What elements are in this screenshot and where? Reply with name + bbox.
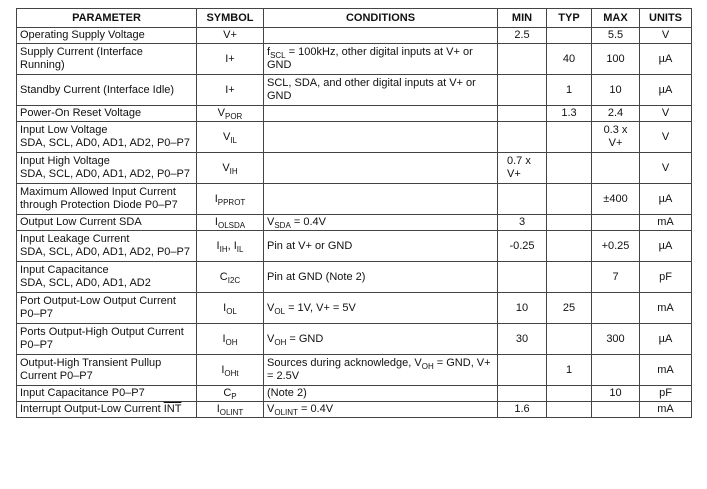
symbol-subscript: POR: [225, 112, 243, 121]
parameter-line-1: Operating Supply Voltage: [20, 29, 145, 41]
symbol-cell: [197, 231, 264, 262]
max-value: ±400: [603, 192, 628, 205]
max-cell: [592, 402, 640, 418]
conditions-cell: [264, 262, 498, 293]
min-cell: [498, 153, 547, 184]
min-value: 2.5: [514, 29, 530, 41]
unit-value: µA: [658, 332, 673, 345]
symbol-cell: [197, 215, 264, 231]
min-value: 10: [515, 301, 529, 314]
max-cell: [592, 153, 640, 184]
parameter-line-2: P0–P7: [20, 339, 54, 351]
min-cell: [498, 402, 547, 418]
symbol-main: V: [217, 107, 225, 119]
condition-text: Pin at GND (Note 2): [267, 270, 366, 283]
condition-text: V: [267, 332, 275, 345]
parameter-cell: [17, 75, 197, 106]
parameter-line-1: Supply Current (Interface: [20, 46, 143, 58]
parameter-cell: [17, 106, 197, 122]
parameter-line-1: Ports Output-High Output Current: [20, 326, 184, 338]
symbol-cell: [197, 402, 264, 418]
typ-cell: [547, 386, 592, 402]
max-value: 5.5: [607, 29, 624, 41]
table-row: [17, 402, 692, 418]
table-row: [17, 293, 692, 324]
condition-text: (Note 2): [267, 387, 307, 399]
parameter-overline-text: $\overline{INT}$: [163, 403, 182, 415]
min-cell: [498, 28, 547, 44]
max-cell: [592, 231, 640, 262]
conditions-cell: [264, 355, 498, 386]
parameter-line-1: Input High Voltage: [20, 155, 110, 167]
symbol-cell: [197, 75, 264, 106]
typ-cell: [547, 106, 592, 122]
symbol-subscript: PPROT: [217, 197, 246, 207]
condition-text: V: [267, 301, 275, 314]
typ-value: 1.3: [561, 107, 577, 119]
parameter-line-1: Input Leakage Current: [20, 233, 130, 245]
spec-table-container: [16, 8, 692, 418]
symbol-cell: [197, 122, 264, 153]
max-cell: [592, 106, 640, 122]
typ-cell: [547, 262, 592, 293]
max-value: 10: [609, 83, 622, 96]
condition-subscript: SCL: [270, 51, 286, 60]
unit-value: pF: [659, 387, 672, 399]
condition-text-tail: = GND: [286, 332, 324, 345]
condition-text: Pin at V+ or GND: [267, 239, 353, 252]
units-cell: [640, 75, 692, 106]
parameter-line-1: Input Low Voltage: [20, 124, 108, 136]
max-cell: [592, 184, 640, 215]
typ-cell: [547, 75, 592, 106]
electrical-characteristics-table: [16, 8, 692, 418]
conditions-cell: [264, 324, 498, 355]
table-row: [17, 355, 692, 386]
min-value: 3: [518, 216, 526, 228]
typ-cell: [547, 184, 592, 215]
condition-text: Sources during acknowledge, V: [267, 357, 422, 369]
table-row: [17, 44, 692, 75]
typ-cell: [547, 28, 592, 44]
condition-text: SCL, SDA, and other digital inputs at V+ or GND: [267, 77, 476, 102]
parameter-cell: [17, 184, 197, 215]
unit-value: mA: [657, 403, 674, 415]
units-cell: [640, 184, 692, 215]
header-typ: TYP: [547, 9, 592, 28]
units-cell: [640, 215, 692, 231]
unit-value: µA: [658, 83, 673, 96]
parameter-cell: [17, 402, 197, 418]
typ-cell: [547, 44, 592, 75]
parameter-line-2: P0–P7: [20, 308, 54, 320]
max-value: 0.3 x: [603, 124, 628, 136]
symbol-cell: [197, 355, 264, 386]
min-value: 1.6: [514, 403, 530, 415]
min-cell: [498, 293, 547, 324]
parameter-line-2: SDA, SCL, AD0, AD1, AD2, P0–P7: [20, 168, 190, 180]
conditions-cell: [264, 75, 498, 106]
condition-subscript: OH: [274, 337, 287, 347]
max-value: 2.4: [607, 107, 624, 119]
units-cell: [640, 262, 692, 293]
typ-cell: [547, 324, 592, 355]
symbol-subscript: P: [231, 392, 237, 401]
parameter-line-1: Maximum Allowed Input Current: [20, 186, 176, 198]
parameter-line-2: SDA, SCL, AD0, AD1, AD2: [20, 277, 151, 289]
unit-value: mA: [657, 216, 674, 228]
parameter-cell: [17, 355, 197, 386]
parameter-line-2: SDA, SCL, AD0, AD1, AD2, P0–P7: [20, 246, 190, 258]
max-value: 100: [606, 52, 625, 65]
units-cell: [640, 402, 692, 418]
typ-cell: [547, 402, 592, 418]
header-parameter: PARAMETER: [17, 9, 197, 28]
units-cell: [640, 324, 692, 355]
symbol-subscript: IH: [219, 244, 228, 254]
parameter-line-1: Input Capacitance P0–P7: [20, 387, 145, 399]
conditions-cell: [264, 293, 498, 324]
parameter-line-1: Output-High Transient Pullup: [20, 357, 162, 369]
symbol-subscript: I2C: [227, 275, 241, 285]
symbol-main: I+: [225, 52, 235, 65]
condition-text: V: [267, 403, 275, 415]
symbol-subscript: OL: [226, 306, 237, 316]
header-symbol: SYMBOL: [197, 9, 264, 28]
symbol-main: I: [214, 192, 218, 205]
table-row: [17, 262, 692, 293]
table-row: [17, 215, 692, 231]
max-cell: [592, 75, 640, 106]
parameter-cell: [17, 153, 197, 184]
symbol-cell: [197, 153, 264, 184]
header-max: MAX: [592, 9, 640, 28]
condition-text-tail: = GND, V+ = 2.5V: [267, 357, 491, 382]
parameter-cell: [17, 386, 197, 402]
conditions-cell: [264, 28, 498, 44]
table-row: [17, 231, 692, 262]
parameter-line-2: Running): [20, 59, 65, 71]
unit-value: mA: [657, 363, 674, 376]
max-cell: [592, 386, 640, 402]
condition-subscript: OH: [421, 362, 434, 371]
min-cell: [498, 75, 547, 106]
max-value-line-2: V+: [608, 137, 623, 149]
symbol-subscript: OH: [225, 337, 238, 347]
condition-text-tail: = 100kHz, other digital inputs at V+ or GND: [267, 46, 473, 71]
parameter-line-1: Power-On Reset Voltage: [20, 107, 142, 119]
max-cell: [592, 122, 640, 153]
max-cell: [592, 293, 640, 324]
parameter-line-2: SDA, SCL, AD0, AD1, AD2, P0–P7: [20, 137, 190, 149]
condition-text: V: [267, 216, 275, 228]
min-value: -0.25: [509, 239, 535, 252]
symbol-main: I: [216, 239, 220, 252]
symbol-cell: [197, 293, 264, 324]
max-value: 7: [612, 270, 619, 283]
condition-text-tail: = 0.4V: [290, 216, 326, 228]
condition-subscript: OLINT: [274, 408, 298, 417]
unit-value: mA: [657, 301, 674, 314]
min-cell: [498, 262, 547, 293]
max-cell: [592, 44, 640, 75]
symbol-cell: [197, 386, 264, 402]
header-row: [17, 9, 692, 28]
table-row: [17, 386, 692, 402]
condition-text: f: [267, 46, 271, 58]
typ-value: 25: [562, 301, 576, 314]
unit-value: V: [661, 130, 670, 143]
conditions-cell: [264, 184, 498, 215]
typ-cell: [547, 231, 592, 262]
max-value: +0.25: [601, 239, 630, 252]
unit-value: V: [661, 107, 670, 119]
symbol-subscript: OLSDA: [217, 221, 246, 230]
condition-subscript: SDA: [274, 221, 291, 230]
symbol-cell: [197, 28, 264, 44]
symbol-main: V: [222, 130, 231, 143]
table-row: [17, 75, 692, 106]
unit-value: V: [661, 29, 670, 41]
min-cell: [498, 215, 547, 231]
symbol-cell: [197, 262, 264, 293]
max-cell: [592, 28, 640, 44]
units-cell: [640, 293, 692, 324]
max-value: 10: [609, 387, 622, 399]
symbol-cell: [197, 324, 264, 355]
symbol-main: C: [223, 387, 232, 399]
symbol-main: I: [216, 403, 220, 415]
max-cell: [592, 262, 640, 293]
typ-cell: [547, 153, 592, 184]
min-cell: [498, 184, 547, 215]
table-row: [17, 122, 692, 153]
max-value: 300: [606, 332, 625, 345]
conditions-cell: [264, 402, 498, 418]
symbol-main: C: [219, 270, 228, 283]
table-row: [17, 106, 692, 122]
min-cell: [498, 231, 547, 262]
parameter-cell: [17, 28, 197, 44]
max-cell: [592, 324, 640, 355]
header-conditions: CONDITIONS: [264, 9, 498, 28]
parameter-line-1: Port Output-Low Output Current: [20, 295, 176, 307]
typ-value: 40: [562, 52, 576, 65]
max-cell: [592, 215, 640, 231]
condition-subscript: OL: [274, 306, 286, 316]
table-row: [17, 324, 692, 355]
units-cell: [640, 355, 692, 386]
parameter-cell: [17, 231, 197, 262]
min-cell: [498, 106, 547, 122]
min-value: 0.7 x: [507, 155, 531, 167]
conditions-cell: [264, 231, 498, 262]
condition-text-tail: = 1V, V+ = 5V: [285, 301, 356, 314]
symbol-main: V: [222, 161, 230, 174]
typ-value: 1: [565, 83, 573, 96]
symbol-main: I: [222, 332, 226, 345]
symbol-cell: [197, 106, 264, 122]
units-cell: [640, 231, 692, 262]
table-row: [17, 184, 692, 215]
units-cell: [640, 44, 692, 75]
min-value-line-2: V+: [507, 168, 521, 180]
conditions-cell: [264, 386, 498, 402]
conditions-cell: [264, 44, 498, 75]
symbol-main: V+: [223, 29, 237, 41]
parameter-line-1: Interrupt Output-Low Current: [20, 403, 164, 415]
conditions-cell: [264, 122, 498, 153]
conditions-cell: [264, 215, 498, 231]
max-cell: [592, 355, 640, 386]
typ-value: 1: [565, 363, 573, 376]
units-cell: [640, 28, 692, 44]
condition-text-tail: = 0.4V: [297, 403, 334, 415]
units-cell: [640, 153, 692, 184]
units-cell: [640, 122, 692, 153]
symbol-main: I: [214, 216, 218, 228]
min-cell: [498, 44, 547, 75]
symbol-main: I+: [225, 83, 235, 96]
header-min: MIN: [498, 9, 547, 28]
symbol-subscript: IH: [229, 166, 238, 176]
parameter-line-2: Current P0–P7: [20, 370, 93, 382]
conditions-cell: [264, 106, 498, 122]
symbol-subscript: IL: [230, 135, 237, 145]
parameter-cell: [17, 44, 197, 75]
typ-cell: [547, 293, 592, 324]
symbol-subscript: OLINT: [219, 408, 244, 417]
parameter-line-1: Input Capacitance: [20, 264, 109, 276]
parameter-cell: [17, 262, 197, 293]
symbol-cell: [197, 44, 264, 75]
unit-value: V: [661, 161, 670, 174]
parameter-line-2: through Protection Diode P0–P7: [20, 199, 178, 211]
min-cell: [498, 355, 547, 386]
symbol-secondary: , I: [227, 239, 237, 252]
table-row: [17, 153, 692, 184]
min-cell: [498, 324, 547, 355]
parameter-line-1: Standby Current (Interface Idle): [20, 83, 175, 96]
units-cell: [640, 386, 692, 402]
units-cell: [640, 106, 692, 122]
typ-cell: [547, 122, 592, 153]
symbol-main: I: [223, 301, 227, 314]
unit-value: µA: [658, 192, 673, 205]
parameter-cell: [17, 324, 197, 355]
min-value: 30: [515, 332, 529, 345]
typ-cell: [547, 355, 592, 386]
parameter-cell: [17, 215, 197, 231]
parameter-cell: [17, 293, 197, 324]
conditions-cell: [264, 153, 498, 184]
min-cell: [498, 386, 547, 402]
typ-cell: [547, 215, 592, 231]
unit-value: µA: [658, 239, 673, 252]
symbol-secondary-subscript: IL: [236, 244, 244, 254]
symbol-subscript: OHt: [224, 368, 239, 378]
unit-value: pF: [659, 270, 672, 283]
parameter-cell: [17, 122, 197, 153]
symbol-main: I: [221, 363, 225, 376]
unit-value: µA: [658, 52, 673, 65]
table-row: [17, 28, 692, 44]
header-units: UNITS: [640, 9, 692, 28]
min-cell: [498, 122, 547, 153]
symbol-cell: [197, 184, 264, 215]
parameter-line-1: Output Low Current SDA: [20, 216, 142, 228]
